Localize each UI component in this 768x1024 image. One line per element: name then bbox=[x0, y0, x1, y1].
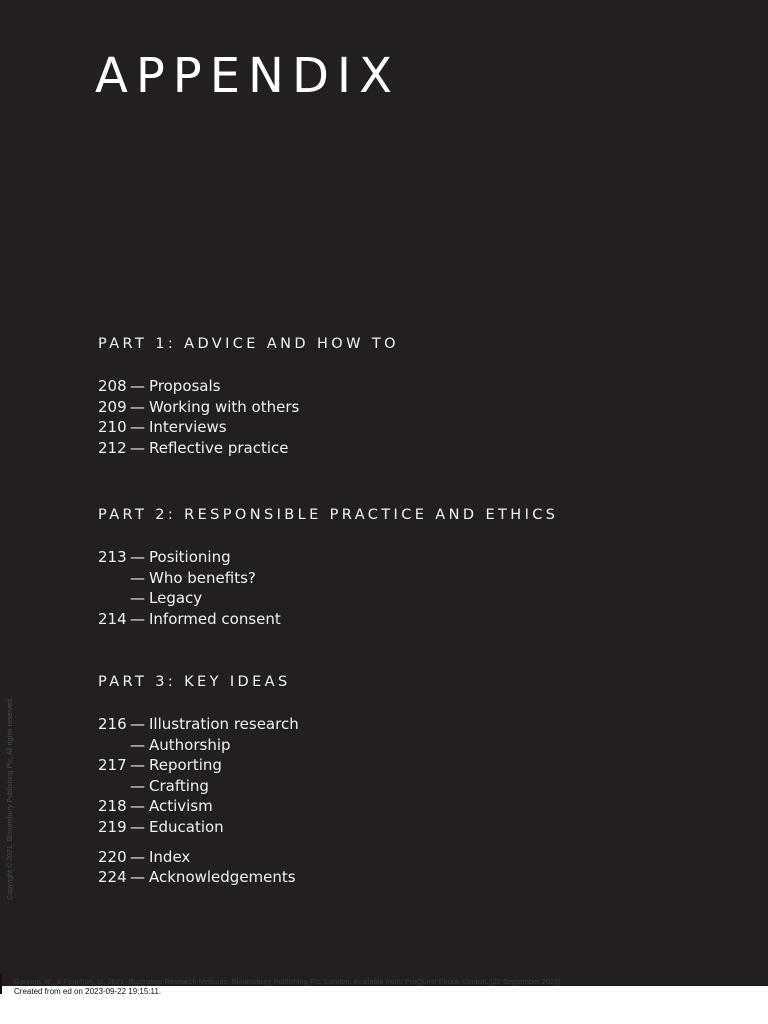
toc-entry-label: Activism bbox=[149, 797, 213, 816]
toc-entry[interactable] bbox=[98, 847, 299, 868]
page-title: APPENDIX bbox=[95, 48, 400, 104]
toc-page-number: 212 bbox=[98, 438, 127, 457]
footer-rule bbox=[0, 974, 2, 994]
toc-page-number: 209 bbox=[98, 397, 127, 416]
part-2-heading: PART 2: RESPONSIBLE PRACTICE AND ETHICS bbox=[98, 507, 559, 523]
toc-entry-label: Crafting bbox=[149, 776, 209, 795]
toc-page-number: 218 bbox=[98, 797, 127, 816]
toc-entry[interactable] bbox=[98, 397, 399, 418]
toc-dash: — bbox=[130, 609, 145, 628]
part-3-heading: PART 3: KEY IDEAS bbox=[98, 674, 291, 690]
toc-entry[interactable] bbox=[98, 609, 558, 630]
toc-subentry[interactable] bbox=[98, 588, 558, 609]
toc-dash: — bbox=[130, 397, 145, 416]
back-matter-entries bbox=[98, 847, 299, 888]
part-1-entries bbox=[98, 376, 399, 458]
toc-page-number: 220 bbox=[98, 847, 127, 866]
toc-dash: — bbox=[130, 418, 145, 437]
toc-entry[interactable] bbox=[98, 714, 299, 735]
toc-dash: — bbox=[130, 847, 145, 866]
toc-entry-label: Reporting bbox=[149, 756, 222, 775]
toc-dash: — bbox=[130, 548, 145, 566]
toc-entry-label: Interviews bbox=[149, 418, 227, 437]
created-timestamp: Created from ed on 2023-09-22 19:15:11. bbox=[14, 987, 162, 996]
toc-dash: — bbox=[130, 735, 145, 754]
toc-entry-label: Positioning bbox=[149, 548, 231, 566]
toc-dash: — bbox=[130, 568, 145, 587]
toc-entry-label: Education bbox=[149, 817, 224, 836]
toc-page-number: 214 bbox=[98, 609, 127, 628]
toc-dash: — bbox=[130, 377, 145, 395]
toc-entry-label: Legacy bbox=[149, 589, 203, 608]
toc-subentry[interactable] bbox=[98, 735, 299, 756]
toc-page-number: 216 bbox=[98, 715, 127, 733]
copyright-notice: Copyright © 2021. Bloomsbury Publishing Plc. All rights reserved. bbox=[7, 697, 14, 900]
toc-page-number: 224 bbox=[98, 868, 127, 887]
toc-page-number: 219 bbox=[98, 817, 127, 836]
toc-entry[interactable] bbox=[98, 817, 299, 838]
toc-entry-label: Acknowledgements bbox=[149, 868, 296, 887]
toc-page-number: 208 bbox=[98, 377, 127, 395]
toc-dash: — bbox=[130, 438, 145, 457]
toc-entry-label: Index bbox=[149, 847, 191, 866]
toc-dash: — bbox=[130, 756, 145, 775]
toc-dash: — bbox=[130, 776, 145, 795]
toc-dash: — bbox=[130, 797, 145, 816]
part-3-section bbox=[98, 672, 299, 888]
toc-page-number: 217 bbox=[98, 756, 127, 775]
toc-subentry[interactable] bbox=[98, 776, 299, 797]
toc-page-number: 213 bbox=[98, 548, 127, 566]
toc-dash: — bbox=[130, 715, 145, 733]
toc-dash: — bbox=[130, 868, 145, 887]
toc-entry-label: Proposals bbox=[149, 377, 221, 395]
toc-dash: — bbox=[130, 589, 145, 608]
toc-entry-label: Working with others bbox=[149, 397, 300, 416]
toc-entry[interactable] bbox=[98, 438, 399, 459]
toc-entry-label: Informed consent bbox=[149, 609, 281, 628]
part-1-section bbox=[98, 334, 399, 458]
toc-subentry[interactable] bbox=[98, 568, 558, 589]
part-3-entries bbox=[98, 714, 299, 838]
toc-entry[interactable] bbox=[98, 755, 299, 776]
toc-page-number: 210 bbox=[98, 418, 127, 437]
part-2-section bbox=[98, 505, 558, 629]
toc-entry[interactable] bbox=[98, 376, 399, 397]
toc-entry-label: Reflective practice bbox=[149, 438, 289, 457]
toc-entry-label: Illustration research bbox=[149, 715, 299, 733]
toc-entry[interactable] bbox=[98, 417, 399, 438]
toc-entry[interactable] bbox=[98, 796, 299, 817]
toc-entry[interactable] bbox=[98, 867, 299, 888]
toc-dash: — bbox=[130, 817, 145, 836]
part-2-entries bbox=[98, 547, 558, 629]
citation-footer: Gannon, R., & Fauchon, M. 2021. Illustration Research Methods. Bloomsbury Publishing Plc. London. Available from: ProQuest Ebook Central. [22 September 2023]. bbox=[14, 977, 563, 986]
toc-entry[interactable] bbox=[98, 547, 558, 568]
toc-entry-label: Authorship bbox=[149, 735, 231, 754]
toc-entry-label: Who benefits? bbox=[149, 568, 256, 587]
part-1-heading: PART 1: ADVICE AND HOW TO bbox=[98, 336, 399, 352]
